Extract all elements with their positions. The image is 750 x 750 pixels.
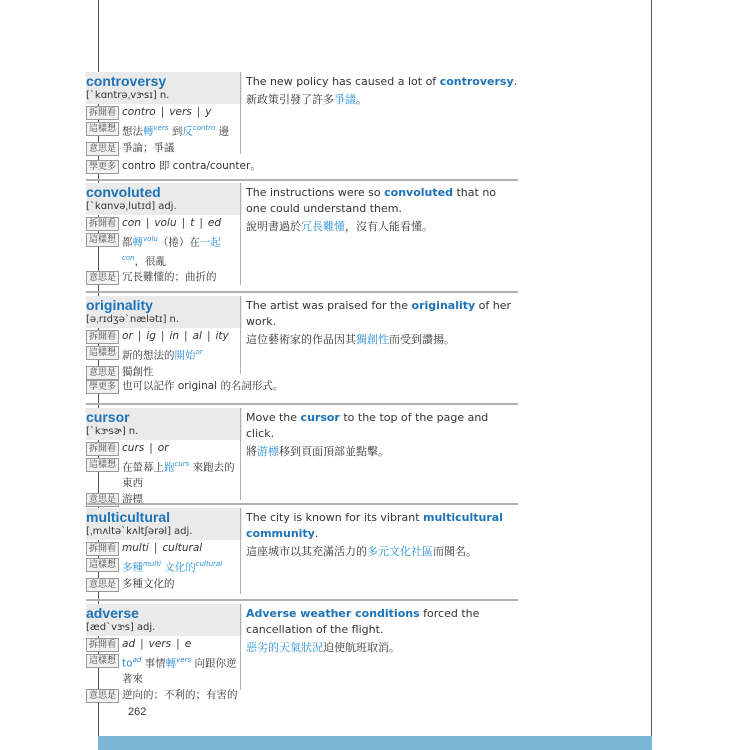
pronunciation-line bbox=[86, 525, 240, 539]
word-parts-row bbox=[86, 541, 242, 556]
column-divider bbox=[240, 508, 241, 594]
pronunciation-line bbox=[86, 425, 240, 439]
example-english bbox=[246, 410, 518, 442]
root-superscript: con bbox=[122, 253, 135, 262]
example-english bbox=[246, 510, 518, 542]
example-english bbox=[246, 298, 518, 330]
part-separator: | bbox=[140, 638, 144, 650]
meaning: 逆向的；不利的；有害的 bbox=[122, 688, 238, 701]
entry-left-column bbox=[86, 296, 242, 380]
entry-originality bbox=[86, 296, 518, 396]
translation-highlight: 冗長難懂 bbox=[301, 220, 345, 233]
mnemonic-text: 來跑去的東西 bbox=[122, 461, 235, 489]
translation-text: 。 bbox=[356, 93, 367, 106]
word-part: or bbox=[122, 330, 133, 342]
example-text: . bbox=[314, 527, 319, 540]
pronunciation-line bbox=[86, 313, 240, 327]
example-text: The artist was praised for the bbox=[246, 299, 412, 312]
mnemonic-row bbox=[86, 457, 242, 491]
tag-split: 拆開看 bbox=[86, 217, 119, 231]
entry-separator bbox=[86, 291, 518, 293]
pronunciation-line bbox=[86, 200, 240, 214]
headword-block bbox=[86, 508, 242, 540]
entry-left-column bbox=[86, 183, 242, 285]
tag-split: 拆開看 bbox=[86, 106, 119, 120]
entry-separator bbox=[86, 179, 518, 181]
example-text: that no one could understand them. bbox=[246, 186, 497, 215]
mnemonic-text: to bbox=[122, 657, 133, 670]
example-chinese bbox=[246, 219, 518, 235]
example-chinese bbox=[246, 444, 518, 460]
example-english bbox=[246, 606, 518, 638]
tag-learn-more: 學更多 bbox=[86, 160, 119, 174]
root-superscript: vers bbox=[153, 124, 169, 132]
headword-block bbox=[86, 296, 242, 328]
example-highlight: multicultural community bbox=[246, 511, 503, 540]
mnemonic-row bbox=[86, 557, 242, 576]
mnemonic bbox=[122, 345, 242, 364]
tag-split: 拆開看 bbox=[86, 442, 119, 456]
example-column bbox=[246, 410, 518, 460]
learn-more-row bbox=[86, 159, 518, 174]
mnemonic-text: 轉 bbox=[165, 657, 177, 670]
word-part: cultural bbox=[162, 542, 203, 554]
word-part: volu bbox=[154, 217, 177, 229]
mnemonic-text: 轉 bbox=[132, 236, 144, 249]
headword-block bbox=[86, 408, 242, 440]
example-english bbox=[246, 185, 518, 217]
learn-more-row bbox=[86, 379, 518, 394]
tag-split: 拆開看 bbox=[86, 638, 119, 652]
mnemonic-text: 到 bbox=[168, 125, 183, 138]
word-parts bbox=[122, 541, 242, 556]
word-parts-row bbox=[86, 637, 242, 652]
column-divider bbox=[240, 72, 241, 154]
meaning-row bbox=[86, 577, 242, 592]
word-part: ity bbox=[215, 330, 229, 342]
word-part: in bbox=[169, 330, 180, 342]
entry-multicultural bbox=[86, 508, 518, 594]
example-text: The new policy has caused a lot of bbox=[246, 75, 440, 88]
translation-text: 移到頁面頂部並點擊。 bbox=[279, 445, 389, 458]
example-text: Move the bbox=[246, 411, 301, 424]
example-column bbox=[246, 185, 518, 235]
word-parts bbox=[122, 441, 242, 456]
translation-text: 這位藝術家的作品因其 bbox=[246, 333, 356, 346]
column-divider bbox=[240, 604, 241, 690]
example-highlight: originality bbox=[411, 299, 476, 312]
part-separator: | bbox=[153, 542, 158, 554]
pronunciation: [ˋkɑntrəˌvɝsɪ] bbox=[86, 90, 157, 101]
tag-remember: 這樣想 bbox=[86, 233, 119, 247]
word-parts bbox=[122, 637, 242, 652]
tag-remember: 這樣想 bbox=[86, 458, 119, 472]
example-chinese bbox=[246, 332, 518, 348]
part-of-speech: adj. bbox=[174, 526, 193, 537]
headword-block bbox=[86, 604, 242, 636]
mnemonic bbox=[122, 653, 242, 687]
example-highlight: controversy bbox=[439, 75, 514, 88]
translation-text: 新政策引發了許多 bbox=[246, 93, 334, 106]
example-text: The city is known for its vibrant bbox=[246, 511, 424, 524]
mnemonic-text: 反 bbox=[182, 125, 193, 138]
mnemonic-text: 跑 bbox=[164, 461, 175, 474]
word-part: or bbox=[157, 442, 169, 454]
root-superscript: curs bbox=[174, 460, 190, 468]
tag-meaning: 意思是 bbox=[86, 142, 119, 156]
translation-highlight: 多元文化社區 bbox=[367, 545, 433, 558]
part-separator: | bbox=[149, 442, 153, 454]
tag-remember: 這樣想 bbox=[86, 654, 119, 668]
pronunciation: [ˌmʌltəˋkʌltʃərəl] bbox=[86, 526, 172, 537]
tag-meaning: 意思是 bbox=[86, 366, 119, 380]
translation-text: 說明書過於 bbox=[246, 220, 301, 233]
example-highlight: convoluted bbox=[384, 186, 453, 199]
translation-text: 而聞名。 bbox=[433, 545, 477, 558]
mnemonic bbox=[122, 557, 242, 576]
tag-split: 拆開看 bbox=[86, 542, 119, 556]
translation-highlight: 爭議 bbox=[334, 93, 356, 106]
root-superscript: vers bbox=[176, 656, 192, 664]
word-part: ig bbox=[146, 330, 156, 342]
translation-text: ，沒有人能看懂。 bbox=[345, 220, 433, 233]
meaning-row bbox=[86, 270, 242, 285]
entry-cursor bbox=[86, 408, 518, 505]
example-highlight: cursor bbox=[300, 411, 340, 424]
part-separator: | bbox=[206, 330, 211, 342]
example-column bbox=[246, 74, 518, 108]
root-superscript: ad bbox=[132, 656, 142, 664]
tag-learn-more: 學更多 bbox=[86, 380, 119, 394]
mnemonic-text: 開始 bbox=[174, 349, 196, 362]
mnemonic-text: 邊 bbox=[215, 125, 230, 138]
word-part: multi bbox=[122, 542, 149, 554]
word-parts bbox=[122, 329, 242, 344]
mnemonic-text: 事情 bbox=[141, 657, 166, 670]
part-of-speech: adj. bbox=[158, 201, 177, 212]
word-parts-row bbox=[86, 216, 242, 231]
pronunciation: [ædˋvɝs] bbox=[86, 622, 134, 633]
word-parts-row bbox=[86, 441, 242, 456]
example-text: forced the cancellation of the flight. bbox=[246, 607, 480, 636]
mnemonic-row bbox=[86, 121, 242, 140]
mnemonic-row bbox=[86, 232, 242, 269]
tag-meaning: 意思是 bbox=[86, 271, 119, 285]
headword: originality bbox=[86, 297, 153, 313]
root-superscript: multi bbox=[143, 560, 161, 568]
translation-text: 而受到讚揚。 bbox=[389, 333, 455, 346]
mnemonic-text: 向跟你逆著來 bbox=[122, 657, 237, 685]
mnemonic-text: 文化的 bbox=[164, 561, 196, 574]
example-text: of her work. bbox=[246, 299, 512, 328]
word-part: ad bbox=[122, 638, 136, 650]
mnemonic-text: 轉 bbox=[143, 125, 154, 138]
meaning: 冗長難懂的；曲折的 bbox=[122, 271, 217, 283]
column-divider bbox=[240, 296, 241, 374]
pronunciation-line bbox=[86, 621, 240, 635]
mnemonic bbox=[122, 121, 242, 140]
part-of-speech: n. bbox=[169, 314, 180, 325]
tag-remember: 這樣想 bbox=[86, 558, 119, 572]
headword: convoluted bbox=[86, 184, 161, 200]
pronunciation: [əˌrɪdʒəˋnælətɪ] bbox=[86, 314, 167, 325]
part-separator: | bbox=[196, 106, 201, 118]
example-english bbox=[246, 74, 518, 90]
word-part: vers bbox=[148, 638, 172, 650]
page-number: 262 bbox=[128, 706, 147, 718]
mnemonic bbox=[122, 457, 242, 491]
root-superscript: contro bbox=[192, 124, 216, 132]
column-divider bbox=[240, 408, 241, 500]
entry-left-column bbox=[86, 72, 242, 156]
part-separator: | bbox=[160, 106, 165, 118]
translation-text: 將 bbox=[246, 445, 257, 458]
mnemonic-text: 在螢幕上 bbox=[122, 461, 165, 474]
mnemonic-text: 多種 bbox=[122, 561, 144, 574]
word-part: curs bbox=[122, 442, 145, 454]
entry-separator bbox=[86, 599, 518, 601]
mnemonic-text: 新的想法的 bbox=[122, 349, 175, 362]
translation-highlight: 獨創性 bbox=[356, 333, 389, 346]
entry-left-column bbox=[86, 604, 242, 703]
mnemonic-row bbox=[86, 653, 242, 687]
part-separator: | bbox=[181, 217, 186, 229]
meaning: 多種文化的 bbox=[122, 577, 175, 590]
meaning: 獨創性 bbox=[122, 365, 154, 378]
entry-controversy bbox=[86, 72, 518, 176]
part-separator: | bbox=[145, 217, 150, 229]
column-divider bbox=[240, 183, 241, 285]
word-part: al bbox=[192, 330, 202, 342]
example-text: The instructions were so bbox=[246, 186, 385, 199]
part-separator: | bbox=[137, 330, 142, 342]
pronunciation-line bbox=[86, 89, 240, 103]
headword-block bbox=[86, 72, 242, 104]
headword: cursor bbox=[86, 409, 130, 425]
root-superscript: volu bbox=[143, 235, 158, 243]
mnemonic-text: ，很亂 bbox=[134, 255, 167, 267]
example-chinese bbox=[246, 640, 518, 656]
entry-separator bbox=[86, 403, 518, 405]
meaning-row bbox=[86, 688, 242, 703]
headword-block bbox=[86, 183, 242, 215]
word-part: contro bbox=[122, 106, 156, 118]
word-parts bbox=[122, 105, 242, 120]
entry-convoluted bbox=[86, 183, 518, 285]
pronunciation: [ˋkɑnvəˌlutɪd] bbox=[86, 201, 156, 212]
mnemonic bbox=[122, 232, 242, 269]
word-parts bbox=[122, 216, 242, 231]
pronunciation: [ˋkɝsɚ] bbox=[86, 426, 126, 437]
word-part: t bbox=[190, 217, 195, 229]
example-text: to the top of the page and click. bbox=[246, 411, 489, 440]
example-highlight: Adverse weather conditions bbox=[246, 607, 420, 620]
word-parts-row bbox=[86, 105, 242, 120]
word-parts-row bbox=[86, 329, 242, 344]
meaning: 游標 bbox=[122, 492, 144, 505]
page-bottom-bar bbox=[98, 736, 652, 750]
part-of-speech: n. bbox=[159, 90, 170, 101]
word-part: y bbox=[205, 106, 212, 118]
example-column bbox=[246, 606, 518, 656]
root-superscript: cultural bbox=[195, 560, 223, 568]
tag-meaning: 意思是 bbox=[86, 493, 119, 507]
example-chinese bbox=[246, 544, 518, 560]
root-superscript: or bbox=[195, 348, 203, 356]
entry-separator bbox=[86, 503, 518, 505]
headword: multicultural bbox=[86, 509, 171, 525]
word-part: con bbox=[122, 217, 141, 229]
entry-left-column bbox=[86, 508, 242, 592]
mnemonic-text: （捲）在 bbox=[157, 236, 200, 249]
mnemonic-row bbox=[86, 345, 242, 364]
part-separator: | bbox=[184, 330, 188, 342]
meaning-row bbox=[86, 365, 242, 380]
tag-remember: 這樣想 bbox=[86, 346, 119, 360]
example-column bbox=[246, 510, 518, 560]
translation-text: 這座城市以其充滿活力的 bbox=[246, 545, 367, 558]
example-column bbox=[246, 298, 518, 348]
headword: controversy bbox=[86, 73, 167, 89]
mnemonic-text: 想法 bbox=[122, 125, 144, 138]
word-part: ed bbox=[207, 217, 221, 229]
learn-more: contro 即 contra/counter。 bbox=[122, 160, 261, 172]
example-text: . bbox=[513, 75, 518, 88]
word-part: e bbox=[184, 638, 192, 650]
translation-highlight: 惡劣的天氣狀況 bbox=[246, 641, 323, 654]
entry-left-column bbox=[86, 408, 242, 507]
word-part: vers bbox=[169, 106, 192, 118]
headword: adverse bbox=[86, 605, 139, 621]
mnemonic-text: 一起 bbox=[199, 236, 221, 249]
mnemonic-text: 都 bbox=[122, 236, 133, 249]
meaning: 爭論；爭議 bbox=[122, 141, 175, 154]
part-of-speech: adj. bbox=[136, 622, 156, 633]
translation-highlight: 游標 bbox=[257, 445, 279, 458]
part-of-speech: n. bbox=[128, 426, 139, 437]
tag-split: 拆開看 bbox=[86, 330, 119, 344]
part-separator: | bbox=[199, 217, 203, 229]
meaning-row bbox=[86, 141, 242, 156]
translation-text: 迫使航班取消。 bbox=[323, 641, 400, 654]
part-separator: | bbox=[160, 330, 165, 342]
entry-adverse bbox=[86, 604, 518, 701]
example-chinese bbox=[246, 92, 518, 108]
tag-remember: 這樣想 bbox=[86, 122, 119, 136]
tag-meaning: 意思是 bbox=[86, 689, 119, 703]
tag-meaning: 意思是 bbox=[86, 578, 119, 592]
learn-more: 也可以記作 original 的名詞形式。 bbox=[122, 380, 284, 392]
part-separator: | bbox=[176, 638, 180, 650]
